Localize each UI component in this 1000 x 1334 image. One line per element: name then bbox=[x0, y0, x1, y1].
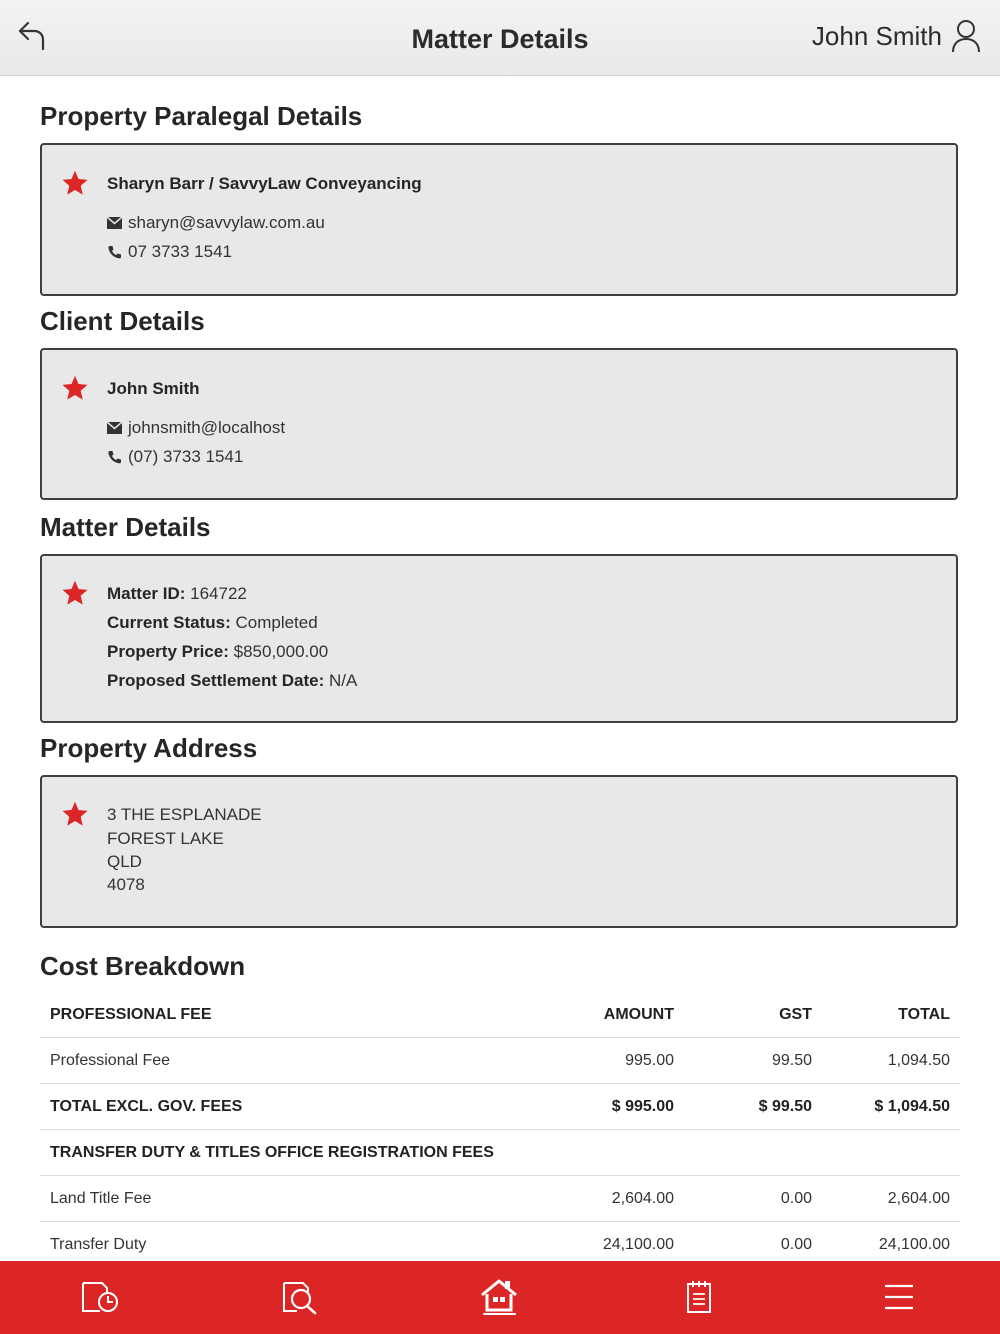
nav-menu-button[interactable] bbox=[877, 1275, 921, 1319]
column-header: TOTAL bbox=[822, 992, 960, 1038]
star-icon bbox=[61, 169, 89, 197]
matter-settlement bbox=[107, 671, 357, 691]
cost-label: Transfer Duty bbox=[50, 1235, 147, 1253]
client-phone-text: (07) 3733 1541 bbox=[128, 447, 244, 466]
star-icon bbox=[61, 800, 89, 828]
client-name: John Smith bbox=[107, 379, 200, 398]
client-email-text: johnsmith@localhost bbox=[128, 418, 286, 437]
column-header: GST bbox=[684, 992, 822, 1038]
matter-settlement-label: Proposed Settlement Date: bbox=[107, 671, 325, 690]
paralegal-email[interactable] bbox=[107, 213, 325, 233]
paralegal-section-title: Property Paralegal Details bbox=[40, 101, 363, 131]
menu-icon bbox=[883, 1282, 915, 1312]
paralegal-email-text: sharyn@savvylaw.com.au bbox=[128, 213, 325, 232]
matter-price-value: $850,000.00 bbox=[233, 642, 329, 661]
star-icon bbox=[61, 374, 89, 402]
cost-total: 1,094.50 bbox=[822, 1038, 960, 1084]
envelope-icon bbox=[107, 422, 122, 434]
address-card bbox=[40, 775, 958, 928]
search-document-icon bbox=[279, 1279, 319, 1315]
table-row bbox=[40, 1176, 960, 1222]
matter-status-label: Current Status: bbox=[107, 613, 231, 632]
column-header: AMOUNT bbox=[544, 992, 684, 1038]
column-header: PROFESSIONAL FEE bbox=[40, 992, 544, 1038]
matter-price-label: Property Price: bbox=[107, 642, 229, 661]
user-profile-button[interactable] bbox=[812, 18, 982, 54]
client-email[interactable] bbox=[107, 418, 285, 438]
cost-total: $ 1,094.50 bbox=[822, 1084, 960, 1130]
cost-table-header bbox=[40, 992, 960, 1038]
cost-total: 2,604.00 bbox=[822, 1176, 960, 1222]
envelope-icon bbox=[107, 217, 122, 229]
app-header bbox=[0, 0, 1000, 76]
home-icon bbox=[478, 1277, 520, 1317]
cost-label: Professional Fee bbox=[40, 1038, 544, 1084]
user-name: John Smith bbox=[811, 20, 942, 51]
address-section-title: Property Address bbox=[40, 733, 258, 763]
address-line: 3 THE ESPLANADE bbox=[107, 805, 262, 824]
phone-icon bbox=[107, 245, 122, 259]
matter-id bbox=[107, 584, 247, 604]
cost-amount: 2,604.00 bbox=[544, 1176, 684, 1222]
client-section-title: Client Details bbox=[40, 306, 205, 336]
client-phone[interactable] bbox=[107, 447, 243, 467]
nav-home-button[interactable] bbox=[477, 1275, 521, 1319]
paralegal-card bbox=[40, 143, 958, 296]
nav-search-documents-button[interactable] bbox=[277, 1275, 321, 1319]
matter-section-title: Matter Details bbox=[40, 512, 211, 542]
paralegal-phone-text: 07 3733 1541 bbox=[128, 242, 232, 261]
cost-total: 24,100.00 bbox=[878, 1235, 950, 1253]
matter-id-label: Matter ID: bbox=[107, 584, 186, 603]
table-row bbox=[40, 1130, 960, 1176]
star-icon bbox=[61, 579, 89, 607]
table-row bbox=[40, 1038, 960, 1084]
notepad-icon bbox=[684, 1279, 714, 1315]
table-row bbox=[40, 1084, 960, 1130]
nav-history-button[interactable] bbox=[77, 1275, 121, 1319]
page-title: Matter Details bbox=[411, 24, 589, 54]
cost-section-title: Cost Breakdown bbox=[40, 951, 246, 981]
cost-table bbox=[40, 992, 960, 1267]
matter-status-value: Completed bbox=[235, 613, 318, 632]
cost-label: Land Title Fee bbox=[40, 1176, 544, 1222]
address-line: FOREST LAKE bbox=[107, 829, 224, 848]
cost-gst: 0.00 bbox=[684, 1176, 822, 1222]
matter-card bbox=[40, 554, 958, 723]
cost-amount: 24,100.00 bbox=[602, 1235, 674, 1253]
address-line: 4078 bbox=[107, 875, 145, 894]
matter-id-value: 164722 bbox=[190, 584, 247, 603]
paralegal-phone[interactable] bbox=[107, 242, 232, 262]
nav-notes-button[interactable] bbox=[677, 1275, 721, 1319]
cost-amount: $ 995.00 bbox=[544, 1084, 684, 1130]
bottom-nav-bar bbox=[0, 1261, 1000, 1334]
address-line: QLD bbox=[107, 852, 142, 871]
cost-label: TOTAL EXCL. GOV. FEES bbox=[40, 1084, 544, 1130]
paralegal-name: Sharyn Barr / SavvyLaw Conveyancing bbox=[107, 174, 422, 193]
matter-price bbox=[107, 642, 328, 662]
cost-group-label: TRANSFER DUTY & TITLES OFFICE REGISTRATION FEES bbox=[40, 1130, 960, 1176]
matter-status bbox=[107, 613, 318, 633]
matter-settlement-value: N/A bbox=[329, 671, 358, 690]
cost-amount: 995.00 bbox=[544, 1038, 684, 1084]
cost-gst: $ 99.50 bbox=[684, 1084, 822, 1130]
phone-icon bbox=[107, 450, 122, 464]
user-icon bbox=[950, 19, 982, 53]
cost-gst: 99.50 bbox=[684, 1038, 822, 1084]
history-icon bbox=[78, 1279, 120, 1315]
cost-gst: 0.00 bbox=[780, 1235, 812, 1253]
client-card bbox=[40, 348, 958, 500]
